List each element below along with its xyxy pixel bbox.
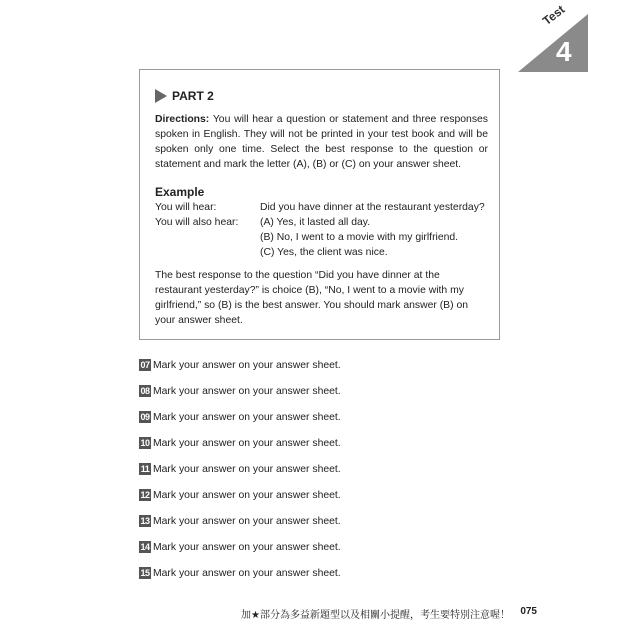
question-number: 08 (140, 386, 150, 396)
test-label: Test (540, 2, 568, 29)
answer-item (139, 567, 341, 579)
play-arrow-icon (155, 89, 167, 103)
test-tab (516, 2, 588, 72)
question-number: 10 (140, 438, 150, 448)
answer-instruction: Mark your answer on your answer sheet. (153, 541, 341, 553)
example-row-label: You will hear: (155, 202, 217, 213)
answer-instruction: Mark your answer on your answer sheet. (153, 567, 341, 579)
question-number: 12 (140, 490, 150, 500)
answer-item (139, 359, 341, 371)
example-explanation: The best response to the question “Did you have dinner at the restaurant yesterday?” is choice (B), “No, I went to a movie with my girlfriend,” so (B) is the best answer. You should mark answer (B) on your answer sheet. (155, 270, 469, 326)
question-number: 14 (140, 542, 150, 552)
answer-instruction: Mark your answer on your answer sheet. (153, 489, 341, 501)
answer-item (139, 515, 341, 527)
question-number: 09 (140, 412, 150, 422)
answer-item (139, 463, 341, 475)
answer-item (139, 411, 341, 423)
example-row-text: (B) No, I went to a movie with my girlfriend. (260, 232, 459, 243)
answer-item (139, 489, 341, 501)
answer-item (139, 385, 341, 397)
page-number: 075 (520, 606, 537, 617)
answer-instruction: Mark your answer on your answer sheet. (153, 385, 341, 397)
question-number: 13 (140, 516, 150, 526)
question-number: 07 (140, 360, 150, 370)
question-number: 11 (140, 464, 150, 474)
directions-body: You will hear a question or statement and three responses spoken in English. They will not be printed in your test book and will be spoken only one time. Select the best response to the question or statement and mark the letter (A), (B) or (C) on your answer sheet. (155, 114, 488, 170)
example-title: Example (155, 185, 205, 199)
answer-instruction: Mark your answer on your answer sheet. (153, 463, 341, 475)
directions-label: Directions: (155, 114, 210, 125)
directions-text (155, 112, 488, 172)
example-row-label: You will also hear: (155, 217, 239, 228)
footer-note: 加★部分為多益新題型以及相關小提醒，考生要特別注意喔！ (241, 610, 510, 621)
example-row-text: (C) Yes, the client was nice. (260, 247, 388, 258)
example-row-text: Did you have dinner at the restaurant yesterday? (260, 202, 485, 213)
answer-instruction: Mark your answer on your answer sheet. (153, 359, 341, 371)
part-title: PART 2 (172, 89, 214, 103)
test-number: 4 (556, 36, 572, 67)
answer-instruction: Mark your answer on your answer sheet. (153, 437, 341, 449)
answer-item (139, 541, 341, 553)
part-heading (155, 88, 214, 104)
answer-instruction: Mark your answer on your answer sheet. (153, 411, 341, 423)
answer-item (139, 437, 341, 449)
example-row-text: (A) Yes, it lasted all day. (260, 217, 371, 228)
answer-instruction: Mark your answer on your answer sheet. (153, 515, 341, 527)
directions-box (139, 69, 500, 340)
question-number: 15 (140, 568, 150, 578)
